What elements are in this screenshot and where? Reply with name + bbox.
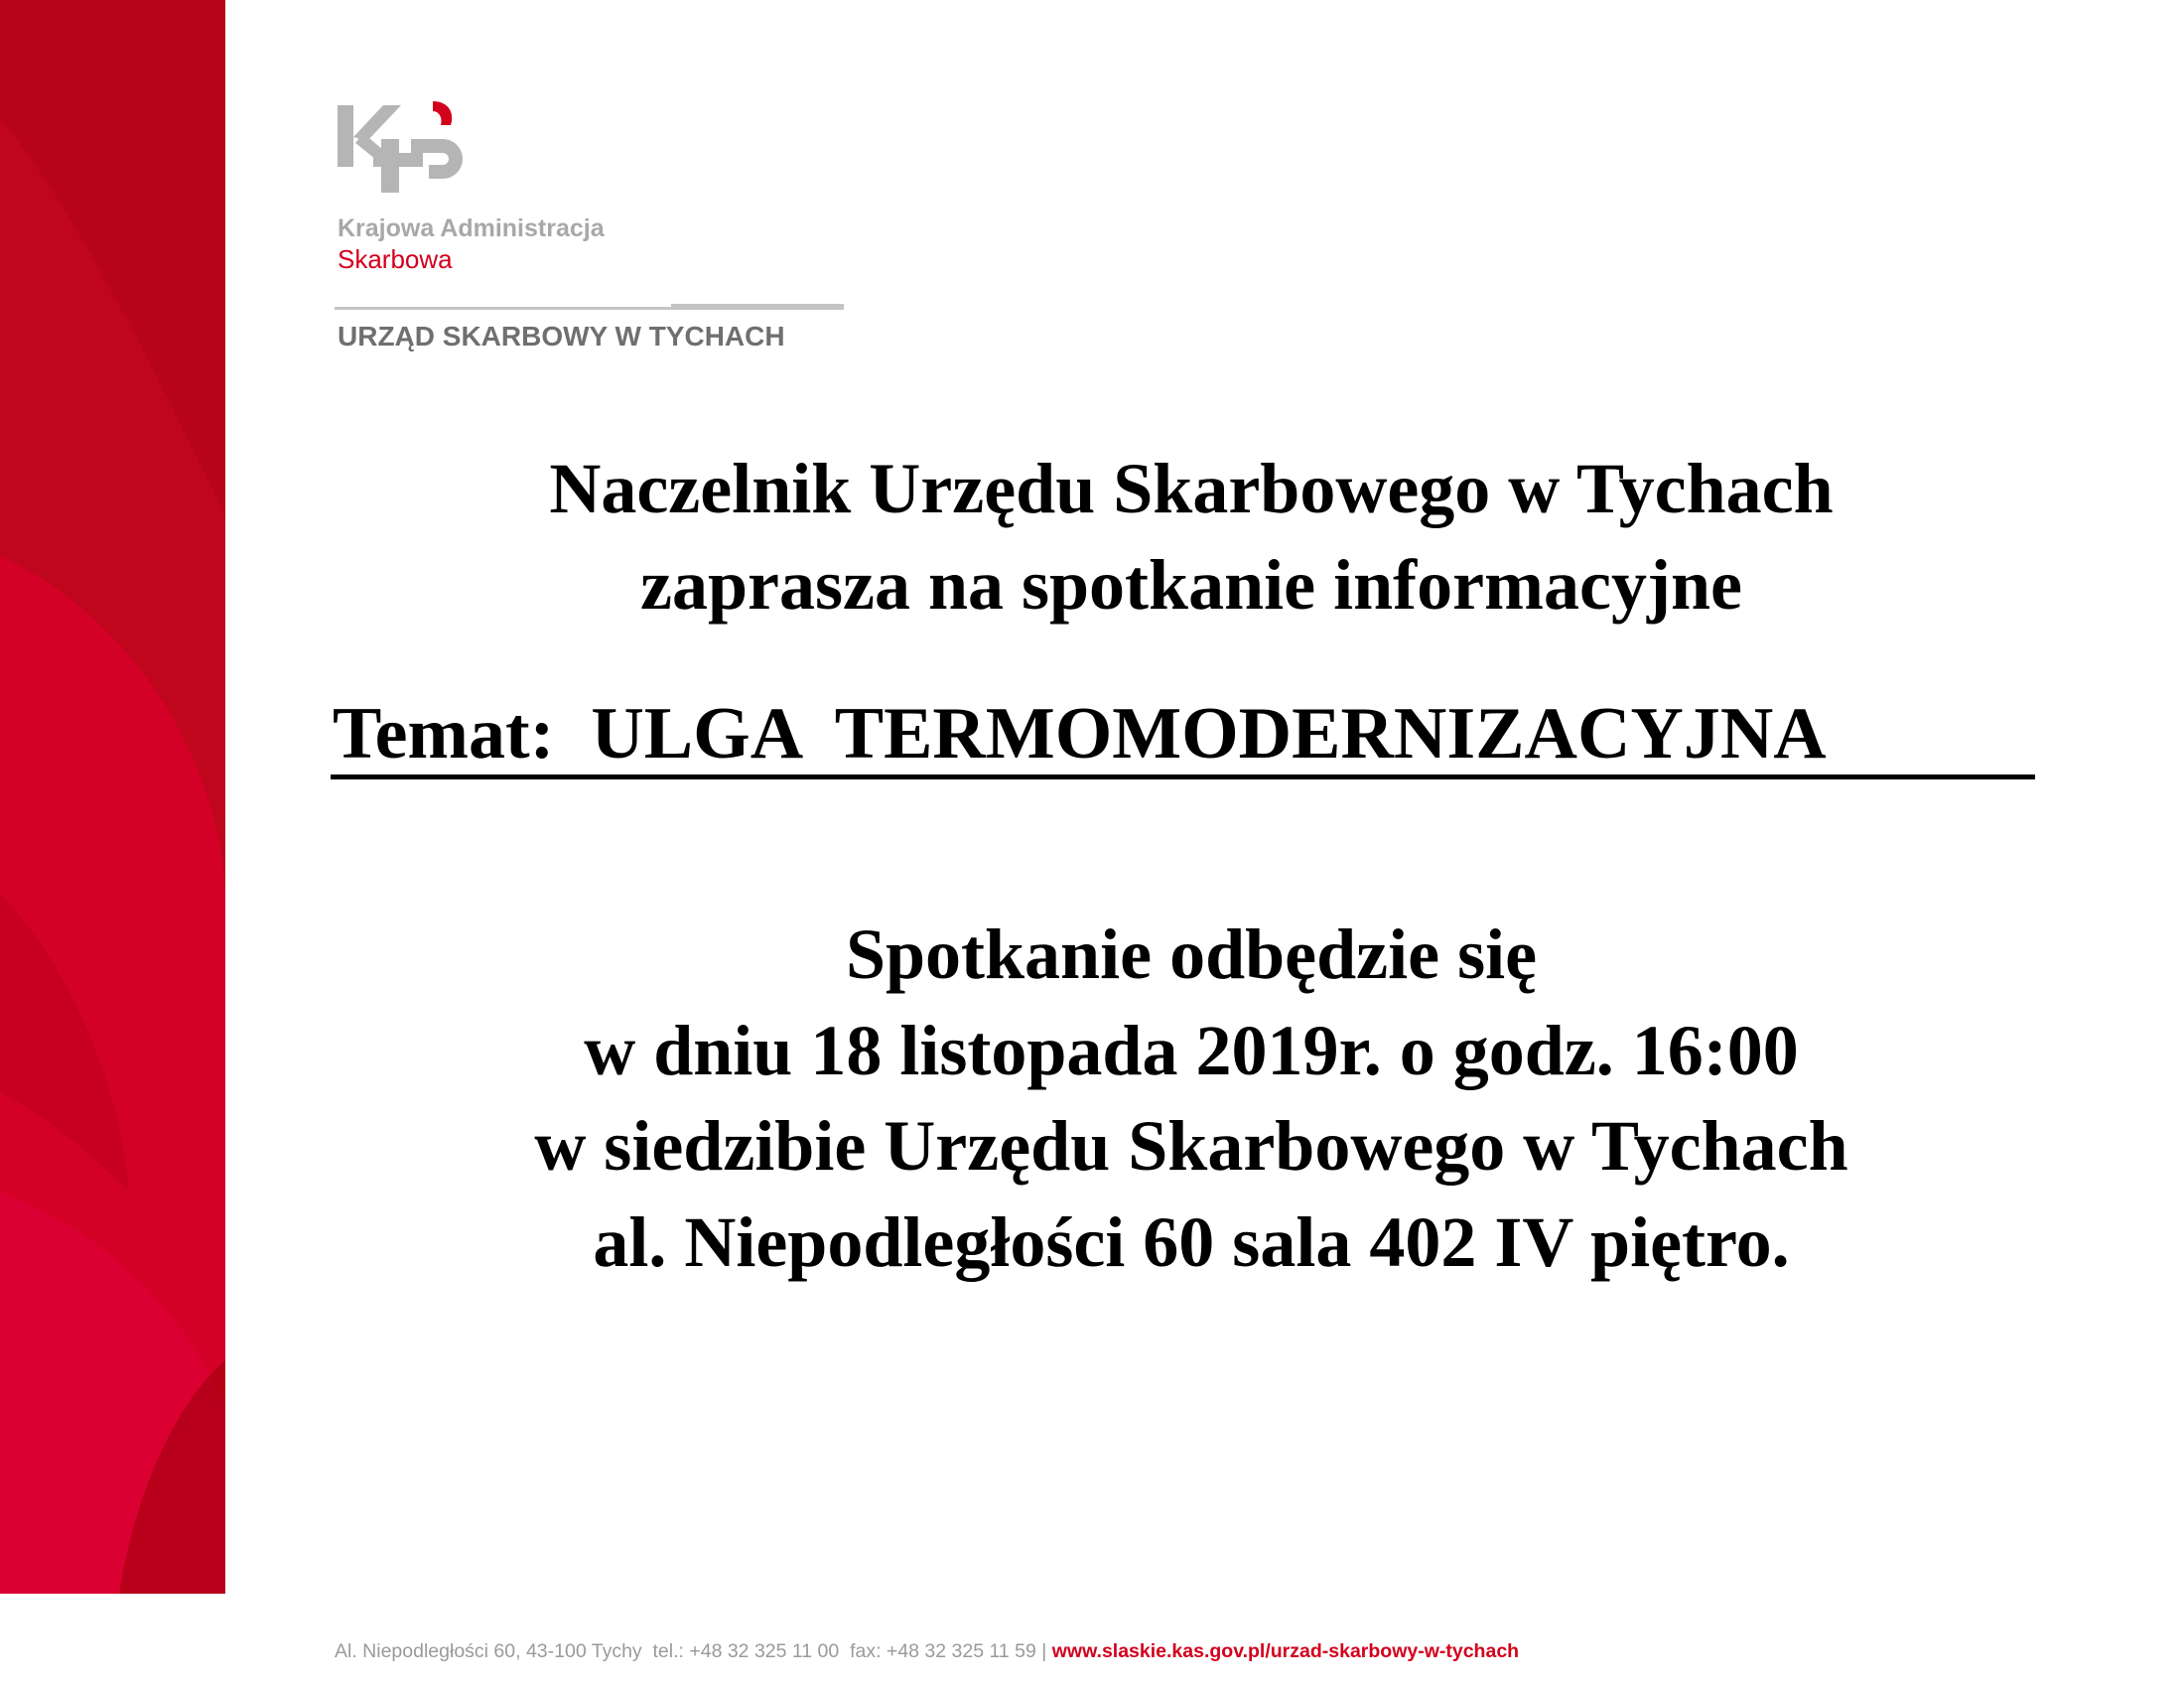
kas-logo: [338, 99, 477, 199]
office-name: URZĄD SKARBOWY W TYCHACH: [338, 321, 785, 352]
details-line-address: al. Niepodległości 60 sala 402 IV piętro.: [593, 1202, 1790, 1282]
details-line-date: w dniu 18 listopada 2019r. o godz. 16:00: [584, 1011, 1799, 1090]
details-line-1: Spotkanie odbędzie się: [845, 914, 1538, 994]
footer: [335, 1640, 1519, 1663]
topic-underline: [331, 774, 2035, 779]
details-line-venue: w siedzibie Urzędu Skarbowego w Tychach: [534, 1106, 1848, 1186]
invitation-line-2: zaprasza na spotkanie informacyjne: [640, 545, 1742, 625]
header-divider-accent: [671, 304, 844, 307]
meeting-topic: Temat: ULGA TERMOMODERNIZACYJNA: [333, 693, 1827, 774]
invitation-line-1: Naczelnik Urzędu Skarbowego w Tychach: [549, 449, 1834, 528]
brand-name-line1: Krajowa Administracja: [338, 214, 605, 242]
footer-contact: Al. Niepodległości 60, 43-100 Tychy tel.: +48 32 325 11 00 fax: +48 32 325 11 59 |: [335, 1640, 1052, 1662]
header-divider: [335, 307, 844, 310]
brand-name-line2: Skarbowa: [338, 244, 453, 274]
footer-website-link[interactable]: www.slaskie.kas.gov.pl/urzad-skarbowy-w-tychach: [1051, 1640, 1520, 1662]
red-side-band: [0, 0, 225, 1594]
